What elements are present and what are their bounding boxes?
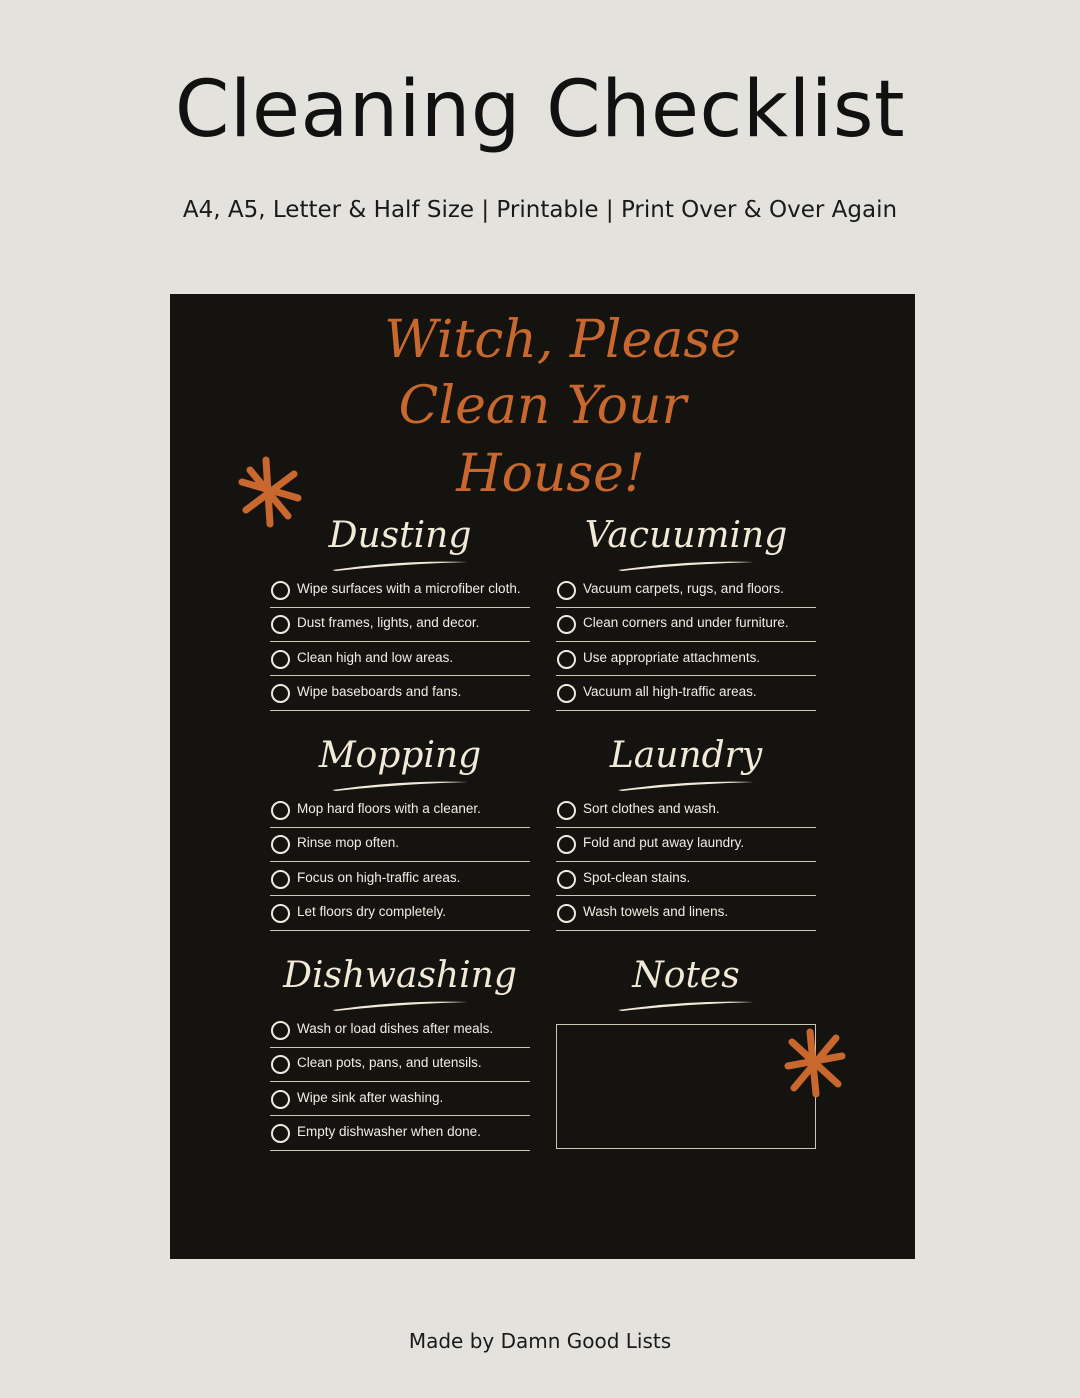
list-item[interactable] (270, 897, 530, 931)
checkbox-circle[interactable] (271, 650, 290, 669)
item-label: Wipe surfaces with a microfiber cloth. (297, 581, 521, 596)
item-label: Clean corners and under furniture. (583, 615, 789, 631)
list-item[interactable] (270, 574, 530, 608)
headline-line-1: Witch, Please (384, 310, 741, 370)
list-item[interactable] (556, 677, 816, 711)
item-label: Wash or load dishes after meals. (297, 1021, 494, 1036)
item-label: Rinse mop often. (297, 835, 400, 851)
checklist-dishwashing (270, 1014, 530, 1152)
item-label: Wipe baseboards and fans. (297, 684, 462, 700)
list-item[interactable] (556, 608, 816, 642)
checkbox-circle[interactable] (271, 801, 290, 820)
list-item[interactable] (270, 1014, 530, 1048)
page-subtitle: A4, A5, Letter & Half Size | Printable | Print Over & Over Again (182, 197, 898, 223)
footer-credit: Made by Damn Good Lists (408, 1329, 672, 1353)
list-item[interactable] (270, 608, 530, 642)
checkbox-circle[interactable] (271, 1021, 290, 1040)
checkbox-circle[interactable] (557, 650, 576, 669)
swash-divider (616, 558, 756, 572)
item-label: Clean high and low areas. (297, 649, 454, 665)
list-item[interactable] (270, 677, 530, 711)
list-item[interactable] (556, 828, 816, 862)
headline-line-2: Clean Your (398, 376, 687, 436)
item-label: Use appropriate attachments. (583, 649, 761, 665)
list-item[interactable] (270, 1083, 530, 1117)
checklist-mopping (270, 794, 530, 932)
item-label: Clean pots, pans, and utensils. (297, 1055, 482, 1071)
star-icon (782, 1026, 848, 1100)
checkbox-circle[interactable] (271, 835, 290, 854)
item-label: Dust frames, lights, and decor. (297, 615, 480, 631)
checkbox-circle[interactable] (557, 835, 576, 854)
checkbox-circle[interactable] (271, 870, 290, 889)
list-item[interactable] (556, 863, 816, 897)
page-title: Cleaning Checklist (174, 65, 906, 155)
section-title-dusting: Dusting (328, 515, 472, 556)
item-label: Fold and put away laundry. (583, 835, 745, 851)
list-item[interactable] (270, 1117, 530, 1151)
swash-divider (330, 558, 470, 572)
checkbox-circle[interactable] (557, 801, 576, 820)
checklist-sheet (170, 294, 915, 1259)
list-item[interactable] (556, 794, 816, 828)
swash-divider (616, 778, 756, 792)
checkbox-circle[interactable] (271, 904, 290, 923)
section-title-mopping: Mopping (318, 735, 482, 776)
list-item[interactable] (556, 897, 816, 931)
section-title-notes: Notes (632, 955, 740, 996)
checkbox-circle[interactable] (557, 870, 576, 889)
checkbox-circle[interactable] (557, 581, 576, 600)
checkbox-circle[interactable] (271, 615, 290, 634)
checkbox-circle[interactable] (557, 904, 576, 923)
item-label: Spot-clean stains. (583, 869, 691, 885)
checklist-dusting (270, 574, 530, 712)
item-label: Wash towels and linens. (583, 904, 729, 920)
headline-line-3: House! (456, 444, 645, 504)
checkbox-circle[interactable] (271, 684, 290, 703)
checkbox-circle[interactable] (557, 615, 576, 634)
list-item[interactable] (270, 794, 530, 828)
swash-divider (616, 998, 756, 1012)
section-title-laundry: Laundry (609, 735, 763, 776)
item-label: Mop hard floors with a cleaner. (297, 801, 481, 816)
list-item[interactable] (556, 643, 816, 677)
list-item[interactable] (270, 643, 530, 677)
notes-box[interactable] (556, 1024, 816, 1149)
section-title-vacuuming: Vacuuming (584, 515, 788, 556)
list-item[interactable] (270, 1048, 530, 1082)
item-label: Empty dishwasher when done. (297, 1124, 481, 1140)
list-item[interactable] (270, 863, 530, 897)
item-label: Vacuum carpets, rugs, and floors. (583, 581, 784, 596)
item-label: Focus on high-traffic areas. (297, 869, 461, 885)
list-item[interactable] (270, 828, 530, 862)
checklist-laundry (556, 794, 816, 932)
checkbox-circle[interactable] (271, 1124, 290, 1143)
item-label: Wipe sink after washing. (297, 1089, 444, 1105)
checklist-vacuuming (556, 574, 816, 712)
checkbox-circle[interactable] (557, 684, 576, 703)
checkbox-circle[interactable] (271, 1055, 290, 1074)
checkbox-circle[interactable] (271, 1090, 290, 1109)
checkbox-circle[interactable] (271, 581, 290, 600)
swash-divider (330, 778, 470, 792)
list-item[interactable] (556, 574, 816, 608)
item-label: Vacuum all high-traffic areas. (583, 684, 757, 700)
section-title-dishwashing: Dishwashing (283, 955, 517, 996)
item-label: Sort clothes and wash. (583, 801, 720, 816)
item-label: Let floors dry completely. (297, 904, 447, 920)
swash-divider (330, 998, 470, 1012)
